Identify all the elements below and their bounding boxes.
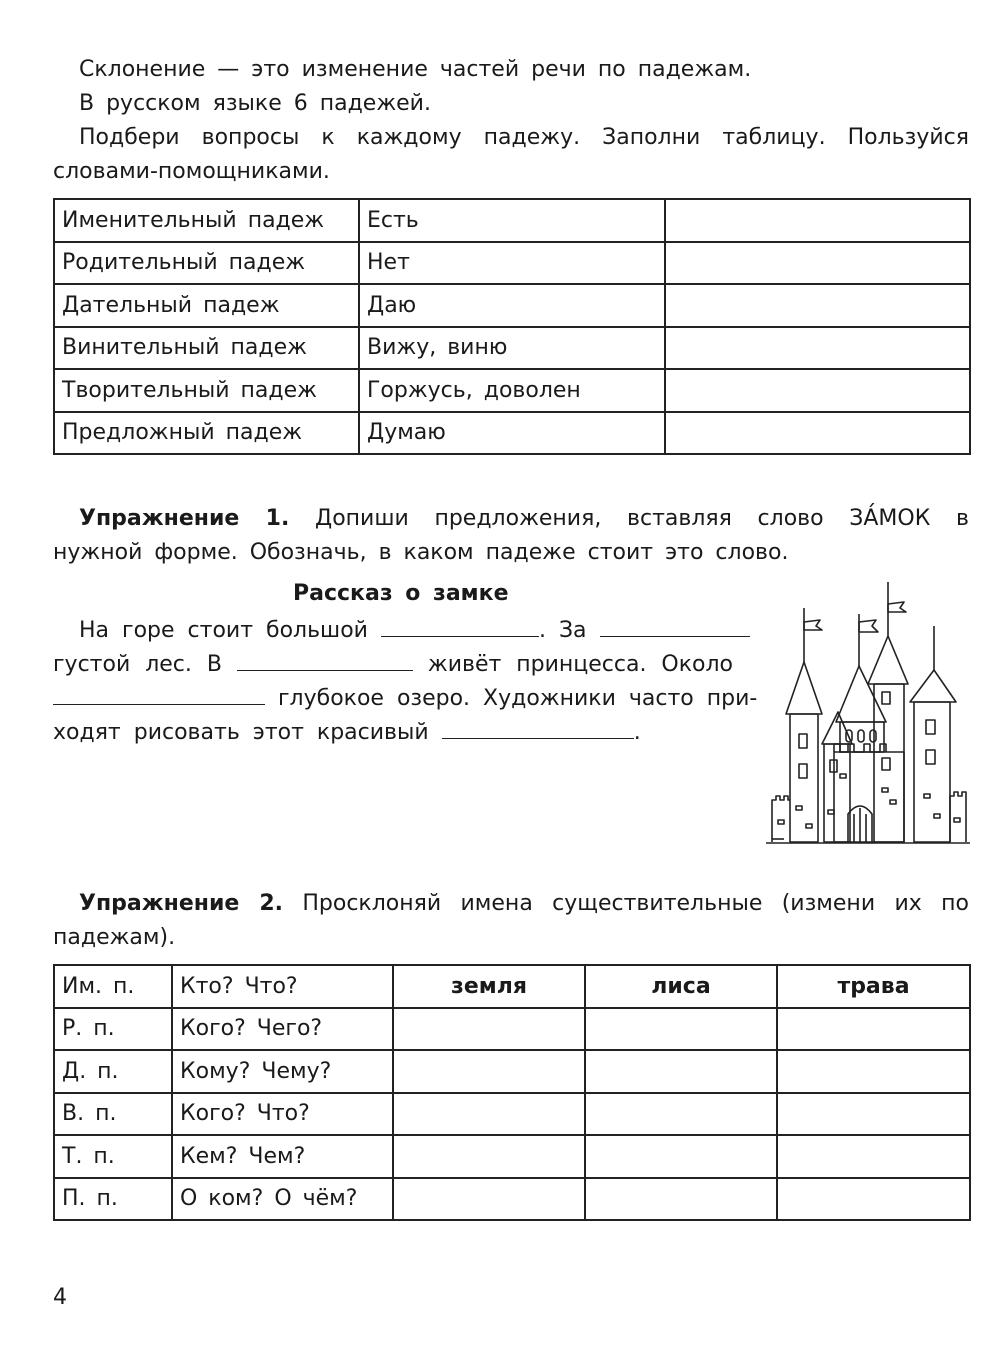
noun-header: трава bbox=[777, 965, 970, 1008]
helper-word: Вижу, виню bbox=[359, 327, 665, 370]
noun-header: земля bbox=[393, 965, 585, 1008]
story-text bbox=[53, 614, 758, 750]
answer-cell[interactable] bbox=[665, 412, 970, 455]
exercise2-text: Просклоняй имена существительные (измени их по падежам). bbox=[53, 891, 969, 950]
fill-in-blank[interactable] bbox=[53, 682, 265, 705]
helper-word: Есть bbox=[359, 199, 665, 242]
declension-table bbox=[53, 964, 971, 1221]
table-row bbox=[54, 1178, 970, 1221]
case-name: Именительный падеж bbox=[54, 199, 359, 242]
table-row bbox=[54, 284, 970, 327]
answer-cell[interactable] bbox=[393, 1093, 585, 1136]
story-line-1: На горе стоит большой . За bbox=[53, 614, 733, 648]
case-question: Кто? Что? bbox=[172, 965, 393, 1008]
story-line-4: ходят рисовать этот красивый . bbox=[53, 716, 733, 750]
case-question: Кого? Чего? bbox=[172, 1008, 393, 1051]
answer-cell[interactable] bbox=[777, 1050, 970, 1093]
answer-cell[interactable] bbox=[393, 1050, 585, 1093]
answer-cell[interactable] bbox=[777, 1008, 970, 1051]
answer-cell[interactable] bbox=[393, 1135, 585, 1178]
case-name: Винительный падеж bbox=[54, 327, 359, 370]
case-question: О ком? О чём? bbox=[172, 1178, 393, 1221]
case-name: Творительный падеж bbox=[54, 369, 359, 412]
fill-in-blank[interactable] bbox=[442, 716, 634, 739]
case-name: Родительный падеж bbox=[54, 242, 359, 285]
answer-cell[interactable] bbox=[777, 1093, 970, 1136]
exercise1-text: Допиши предложения, вставляя слово ЗА́МОК в нужной форме. Обозначь, в каком падеже стоит это слово. bbox=[53, 506, 969, 565]
helper-word: Нет bbox=[359, 242, 665, 285]
table-row bbox=[54, 199, 970, 242]
case-abbr: Д. п. bbox=[54, 1050, 172, 1093]
answer-cell[interactable] bbox=[665, 327, 970, 370]
table-row bbox=[54, 1135, 970, 1178]
answer-cell[interactable] bbox=[665, 199, 970, 242]
answer-cell[interactable] bbox=[665, 369, 970, 412]
story-line-2: густой лес. В живёт принцесса. Около bbox=[53, 648, 733, 682]
answer-cell[interactable] bbox=[777, 1135, 970, 1178]
case-abbr: Р. п. bbox=[54, 1008, 172, 1051]
answer-cell[interactable] bbox=[585, 1135, 777, 1178]
table-row bbox=[54, 327, 970, 370]
page-number: 4 bbox=[53, 1285, 67, 1310]
exercise1-instruction bbox=[53, 502, 969, 570]
table-row bbox=[54, 965, 970, 1008]
answer-cell[interactable] bbox=[585, 1178, 777, 1221]
story-title: Рассказ о замке bbox=[293, 581, 509, 606]
case-question: Кем? Чем? bbox=[172, 1135, 393, 1178]
intro-task: Подбери вопросы к каждому падежу. Заполни таблицу. Пользуйся словами-помощниками. bbox=[53, 125, 969, 184]
cases-table bbox=[53, 198, 971, 455]
answer-cell[interactable] bbox=[393, 1008, 585, 1051]
answer-cell[interactable] bbox=[393, 1178, 585, 1221]
answer-cell[interactable] bbox=[777, 1178, 970, 1221]
table-row bbox=[54, 1050, 970, 1093]
table-row bbox=[54, 1093, 970, 1136]
answer-cell[interactable] bbox=[665, 242, 970, 285]
table-row bbox=[54, 1008, 970, 1051]
case-abbr: Им. п. bbox=[54, 965, 172, 1008]
story-line-3: глубокое озеро. Художники часто при- bbox=[53, 682, 733, 716]
intro-case-count: В русском языке 6 падежей. bbox=[79, 91, 431, 116]
answer-cell[interactable] bbox=[585, 1008, 777, 1051]
castle-illustration bbox=[764, 574, 972, 850]
case-name: Предложный падеж bbox=[54, 412, 359, 455]
answer-cell[interactable] bbox=[665, 284, 970, 327]
fill-in-blank[interactable] bbox=[237, 648, 413, 671]
exercise2-label: Упражнение 2. bbox=[79, 891, 283, 916]
table-row bbox=[54, 412, 970, 455]
case-abbr: Т. п. bbox=[54, 1135, 172, 1178]
exercise2-instruction bbox=[53, 887, 969, 955]
answer-cell[interactable] bbox=[585, 1050, 777, 1093]
fill-in-blank[interactable] bbox=[381, 614, 539, 637]
table-row bbox=[54, 242, 970, 285]
helper-word: Горжусь, доволен bbox=[359, 369, 665, 412]
case-abbr: П. п. bbox=[54, 1178, 172, 1221]
noun-header: лиса bbox=[585, 965, 777, 1008]
case-question: Кого? Что? bbox=[172, 1093, 393, 1136]
intro-definition: Склонение — это изменение частей речи по падежам. bbox=[79, 57, 752, 82]
helper-word: Даю bbox=[359, 284, 665, 327]
case-name: Дательный падеж bbox=[54, 284, 359, 327]
fill-in-blank[interactable] bbox=[600, 614, 750, 637]
answer-cell[interactable] bbox=[585, 1093, 777, 1136]
exercise1-label: Упражнение 1. bbox=[79, 506, 290, 531]
table-row bbox=[54, 369, 970, 412]
case-abbr: В. п. bbox=[54, 1093, 172, 1136]
case-question: Кому? Чему? bbox=[172, 1050, 393, 1093]
helper-word: Думаю bbox=[359, 412, 665, 455]
